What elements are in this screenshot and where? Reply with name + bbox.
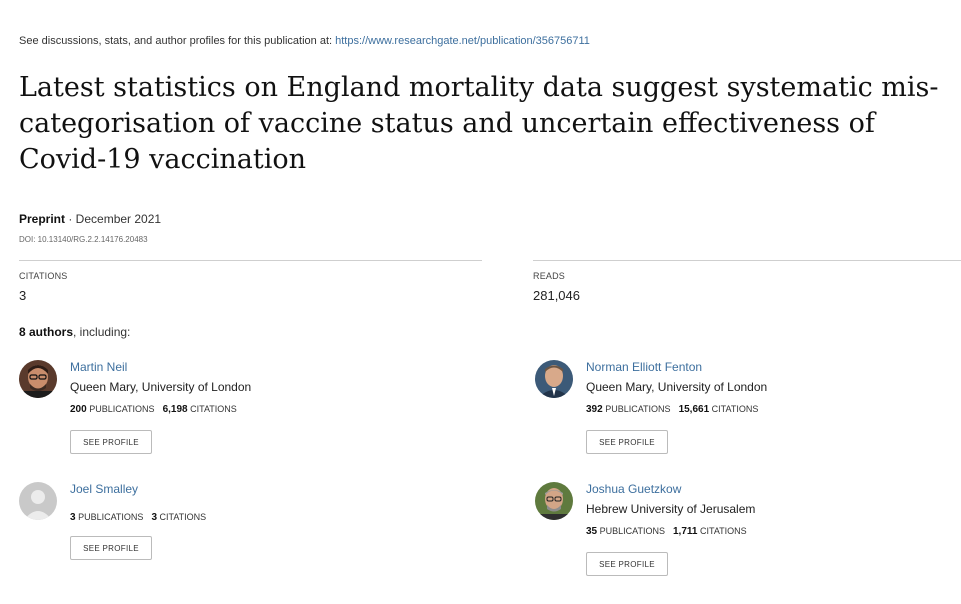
- author-institution: Queen Mary, University of London: [70, 380, 252, 394]
- publications-label: PUBLICATIONS: [89, 404, 155, 414]
- publication-meta: [19, 212, 161, 226]
- avatar[interactable]: [535, 360, 573, 398]
- avatar[interactable]: [535, 482, 573, 520]
- publication-date: · December 2021: [65, 212, 162, 226]
- citations-label: CITATIONS: [19, 271, 68, 281]
- divider-right: [533, 260, 961, 261]
- authors-heading: [19, 325, 130, 339]
- author-photo-icon: [535, 360, 573, 398]
- publications-label: PUBLICATIONS: [78, 512, 144, 522]
- avatar[interactable]: [19, 360, 57, 398]
- author-stats: [586, 526, 747, 537]
- citations-count: 3: [19, 288, 27, 303]
- citations-label: CITATIONS: [700, 526, 747, 536]
- publications-count: 3: [70, 512, 76, 523]
- publications-label: PUBLICATIONS: [605, 404, 671, 414]
- divider-left: [19, 260, 482, 261]
- researchgate-banner: [19, 35, 590, 47]
- publications-count: 392: [586, 404, 603, 415]
- publication-url-link[interactable]: https://www.researchgate.net/publication/356756711: [335, 35, 590, 47]
- author-name-link[interactable]: Martin Neil: [70, 360, 128, 374]
- citations-label: CITATIONS: [190, 404, 237, 414]
- author-photo-icon: [19, 360, 57, 398]
- authors-suffix: , including:: [73, 325, 131, 339]
- author-institution: Hebrew University of Jerusalem: [586, 502, 756, 516]
- citations-count: 1,711: [673, 526, 698, 537]
- author-institution: Queen Mary, University of London: [586, 380, 768, 394]
- author-name-link[interactable]: Norman Elliott Fenton: [586, 360, 703, 374]
- citations-label: CITATIONS: [159, 512, 207, 522]
- author-name-link[interactable]: Joel Smalley: [70, 482, 139, 496]
- see-profile-button[interactable]: SEE PROFILE: [586, 430, 668, 454]
- doi: DOI: 10.13140/RG.2.2.14176.20483: [19, 235, 148, 244]
- citations-count: 6,198: [162, 404, 188, 415]
- reads-label: READS: [533, 271, 566, 281]
- see-profile-button[interactable]: SEE PROFILE: [70, 536, 152, 560]
- author-name-link[interactable]: Joshua Guetzkow: [586, 482, 682, 496]
- default-avatar-icon: [19, 482, 57, 520]
- citations-count: 15,661: [678, 404, 710, 415]
- publications-count: 35: [586, 526, 598, 537]
- author-stats: [70, 404, 237, 415]
- banner-intro: See discussions, stats, and author profiles for this publication at:: [19, 35, 336, 47]
- author-stats: [70, 512, 206, 523]
- publication-type: Preprint: [19, 212, 66, 226]
- citations-count: 3: [151, 512, 157, 523]
- publications-label: PUBLICATIONS: [599, 526, 665, 536]
- citations-label: CITATIONS: [711, 404, 759, 414]
- paper-title: Latest statistics on England mortality data suggest systematic mis-categorisation of vaccine status and uncertain effectiveness of Covid-19 vaccination: [19, 72, 939, 175]
- reads-count: 281,046: [533, 288, 580, 303]
- publications-count: 200: [70, 404, 87, 415]
- authors-count: 8 authors: [19, 325, 74, 339]
- see-profile-button[interactable]: SEE PROFILE: [70, 430, 152, 454]
- author-photo-icon: [535, 482, 573, 520]
- see-profile-button[interactable]: SEE PROFILE: [586, 552, 668, 576]
- author-stats: [586, 404, 758, 415]
- avatar[interactable]: [19, 482, 57, 520]
